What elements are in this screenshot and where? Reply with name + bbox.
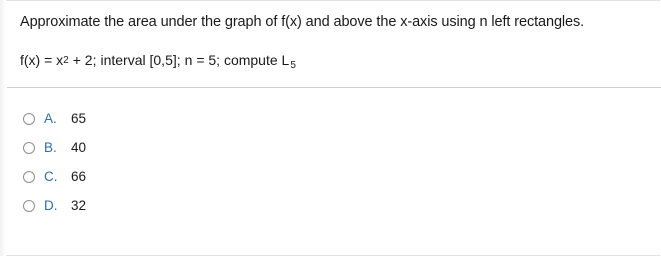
option-b[interactable] [23, 133, 86, 162]
option-value: 40 [71, 140, 87, 155]
option-value: 65 [71, 111, 87, 126]
option-a[interactable] [23, 104, 86, 133]
option-letter: D. [44, 198, 58, 213]
option-letter: A. [44, 111, 57, 126]
option-letter: C. [44, 169, 58, 184]
interval-text: interval [0,5]; [100, 52, 181, 68]
option-letter: B. [44, 140, 57, 155]
option-c[interactable] [23, 162, 86, 191]
function-prefix: f(x) = x [20, 52, 64, 68]
divider [7, 87, 661, 88]
option-d[interactable] [23, 191, 86, 220]
option-value: 66 [71, 169, 87, 184]
radio-button-a[interactable] [23, 113, 35, 125]
question-text: Approximate the area under the graph of f(x) and above the x-axis using n left rectangles. [20, 14, 585, 30]
function-expression: f(x) = x $^2$ + 2; interval [0,5]; n = 5; compute L $_5$ [20, 52, 296, 71]
radio-button-b[interactable] [23, 142, 35, 154]
answer-options [23, 104, 86, 220]
option-value: 32 [71, 198, 87, 213]
function-suffix: + 2; [72, 52, 97, 68]
n-compute-text: n = 5; compute L [184, 52, 290, 68]
panel-left-shadow [0, 0, 6, 256]
radio-button-d[interactable] [23, 200, 35, 212]
radio-button-c[interactable] [23, 171, 35, 183]
